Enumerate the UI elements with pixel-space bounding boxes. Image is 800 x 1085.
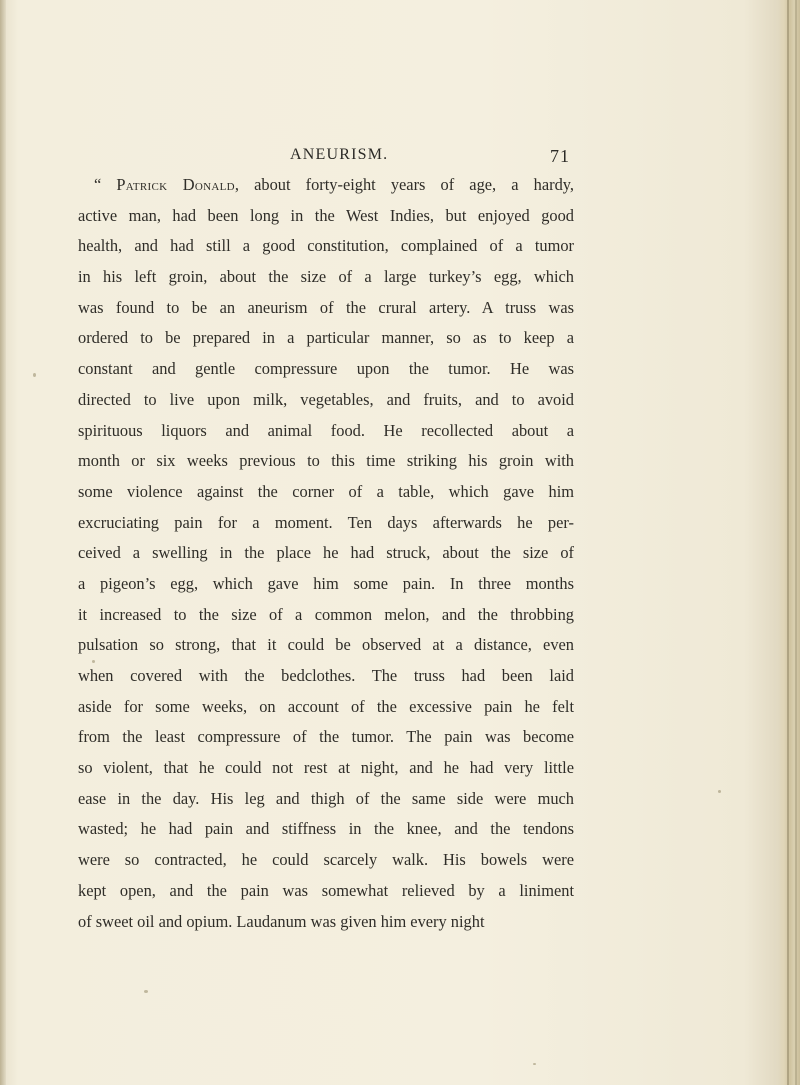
paper-speck (533, 1063, 536, 1065)
text-line: constant and gentle compressure upon the tumor. He was (78, 359, 574, 379)
text-line: kept open, and the pain was somewhat relieved by a liniment (78, 880, 574, 900)
paper-speck (144, 990, 148, 993)
text-line: aside for some weeks, on account of the excessive pain he felt (78, 696, 574, 716)
text-line: were so contracted, he could scarcely walk. His bowels were (78, 850, 574, 870)
text-line: health, and had still a good constitution, complained of a tumor (78, 236, 574, 256)
page-right-edge (778, 0, 800, 1085)
text-line: of sweet oil and opium. Laudanum was given him every night (78, 911, 485, 931)
running-head: ANEURISM. (290, 146, 389, 163)
text-line: when covered with the bedclothes. The truss had been laid (78, 666, 574, 685)
text-line (78, 170, 574, 201)
text-line: so violent, that he could not rest at night, and he had very little (78, 758, 574, 778)
text-line: a pigeon’s egg, which gave him some pain. In three months (78, 573, 574, 593)
body-text (78, 170, 574, 937)
page-crease-line (795, 0, 797, 1085)
text-line: ordered to be prepared in a particular manner, so as to keep a (78, 328, 574, 348)
page-number: 71 (550, 146, 570, 166)
paper-speck (718, 790, 721, 793)
text-line: wasted; he had pain and stiffness in the knee, and the tendons (78, 819, 574, 839)
text-line: month or six weeks previous to this time striking his groin with (78, 451, 574, 471)
text-line: active man, had been long in the West Indies, but enjoyed good (78, 205, 574, 225)
text-line: directed to live upon milk, vegetables, and fruits, and to avoid (78, 389, 574, 409)
text-line: ease in the day. His leg and thigh of the same side were much (78, 788, 574, 808)
text-line: pulsation so strong, that it could be observed at a distance, even (78, 635, 574, 655)
text-line: from the least compressure of the tumor. The pain was become (78, 727, 574, 747)
text-line: ceived a swelling in the place he had struck, about the size of (78, 543, 574, 563)
first-line-rest: , about forty-eight years of age, a hardy, (234, 175, 574, 194)
page-crease-line (787, 0, 789, 1085)
paper-speck (33, 373, 36, 377)
text-line: spirituous liquors and animal food. He recollected about a (78, 420, 574, 440)
text-line: it increased to the size of a common melon, and the throbbing (78, 604, 574, 624)
text-line: some violence against the corner of a table, which gave him (78, 481, 574, 501)
patient-name: Patrick Donald (116, 175, 235, 194)
text-line: in his left groin, about the size of a large turkey’s egg, which (78, 267, 574, 287)
text-line: excruciating pain for a moment. Ten days afterwards he per- (78, 512, 574, 532)
open-quote: “ (94, 175, 117, 194)
page-left-edge (0, 0, 6, 1085)
text-line: was found to be an aneurism of the crural artery. A truss was (78, 297, 574, 317)
page-header (260, 146, 570, 170)
